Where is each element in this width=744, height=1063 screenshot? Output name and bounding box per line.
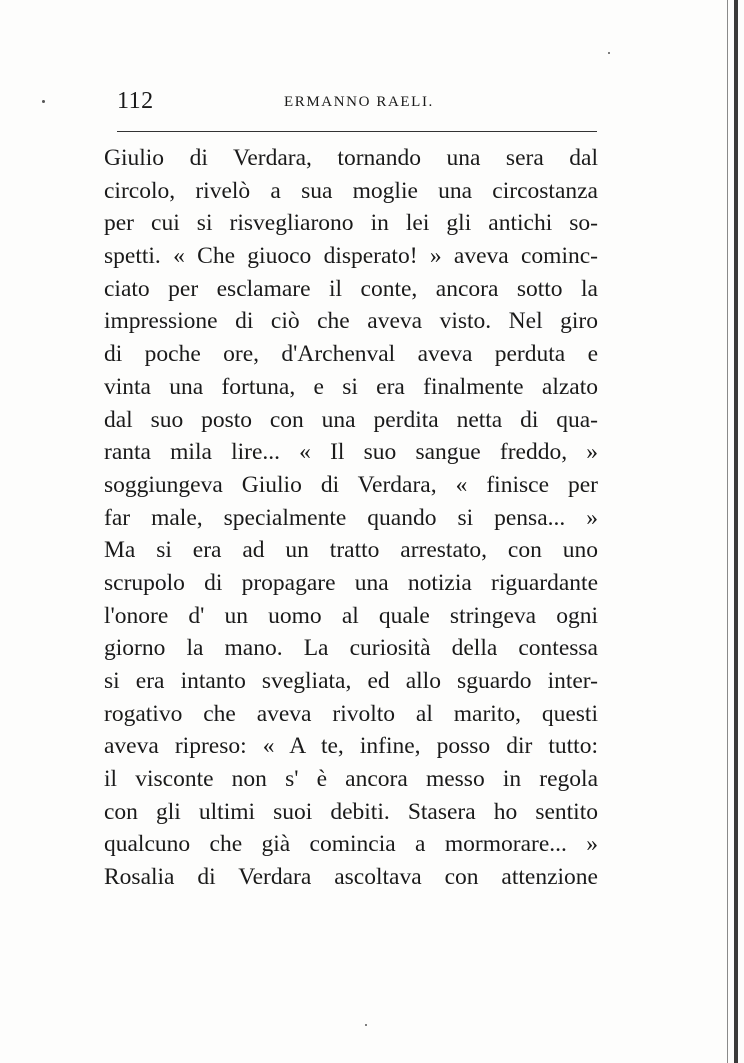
text-line: con gli ultimi suoi debiti. Stasera ho sentito: [104, 798, 598, 825]
text-line: spetti. « Che giuoco disperato! » aveva cominc-: [104, 243, 598, 270]
text-line: circolo, rivelò a sua moglie una circostanza: [104, 177, 598, 204]
text-line: ciato per esclamare il conte, ancora sotto la: [104, 275, 598, 302]
body-text: [104, 142, 598, 894]
text-line: per cui si risvegliarono in lei gli antichi so-: [104, 210, 598, 237]
paper-speck: [42, 100, 45, 103]
text-line: di poche ore, d'Archenval aveva perduta e: [104, 341, 598, 368]
page-edge: [734, 0, 738, 1063]
paper-speck: [608, 52, 610, 54]
text-line: impressione di ciò che aveva visto. Nel giro: [104, 308, 598, 335]
page-number: 112: [117, 88, 154, 114]
text-line: far male, specialmente quando si pensa... »: [104, 504, 598, 531]
text-line: rogativo che aveva rivolto al marito, questi: [104, 700, 598, 727]
text-line: vinta una fortuna, e si era finalmente alzato: [104, 373, 598, 400]
text-line: soggiungeva Giulio di Verdara, « finisce per: [104, 471, 598, 498]
text-line: il visconte non s' è ancora messo in regola: [104, 766, 598, 793]
text-line: Ma si era ad un tratto arrestato, con uno: [104, 537, 598, 564]
text-line: Rosalia di Verdara ascoltava con attenzione: [104, 864, 598, 891]
page-edge-shadow: [727, 0, 728, 1063]
text-line: dal suo posto con una perdita netta di qua-: [104, 406, 598, 433]
text-line: Giulio di Verdara, tornando una sera dal: [104, 145, 598, 171]
text-line: scrupolo di propagare una notizia riguardante: [104, 569, 598, 596]
text-line: l'onore d' un uomo al quale stringeva ogni: [104, 602, 598, 629]
paper-speck: [365, 1024, 367, 1026]
text-line: ranta mila lire... « Il suo sangue freddo, »: [104, 439, 598, 466]
text-line: qualcuno che già comincia a mormorare... »: [104, 831, 598, 858]
page-header: [117, 88, 597, 118]
header-rule: [117, 131, 597, 132]
running-title: ERMANNO RAELI.: [284, 94, 434, 110]
text-line: aveva ripreso: « A te, infine, posso dir tutto:: [104, 733, 598, 760]
text-line: giorno la mano. La curiosità della contessa: [104, 635, 598, 662]
text-line: si era intanto svegliata, ed allo sguardo inter-: [104, 668, 598, 694]
